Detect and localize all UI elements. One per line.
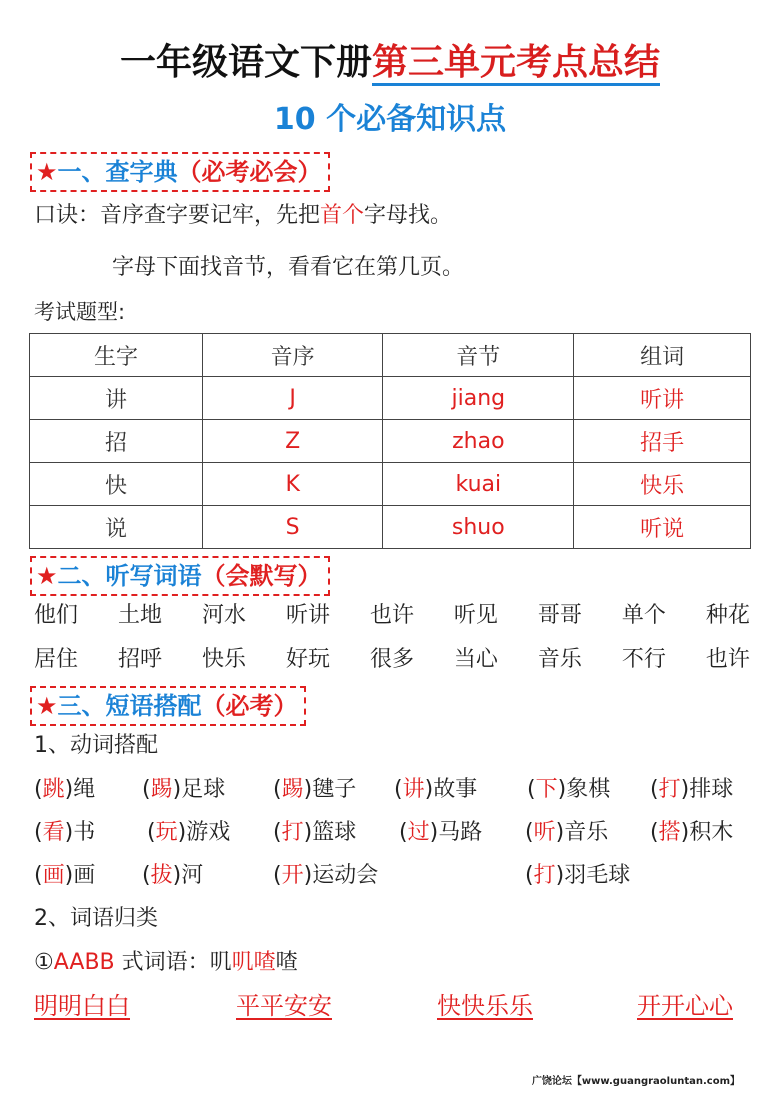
table-cell: 招手 bbox=[574, 420, 751, 463]
phrase-item: (看)书 bbox=[34, 820, 96, 845]
aabb-example-pre: 叽 bbox=[209, 950, 232, 975]
table-cell: shuo bbox=[383, 506, 574, 549]
table-cell: Z bbox=[203, 420, 383, 463]
table-cell: 听说 bbox=[574, 506, 751, 549]
section1-note: （必考必会） bbox=[177, 158, 322, 186]
table-cell: 招 bbox=[30, 420, 203, 463]
koujue-line1-red: 首个 bbox=[320, 203, 365, 228]
table-row bbox=[30, 463, 751, 506]
koujue-line-1 bbox=[34, 200, 452, 232]
dictation-word: 土地 bbox=[117, 603, 162, 628]
table-row bbox=[30, 506, 751, 549]
aabb-example: 开开心心 bbox=[637, 992, 733, 1020]
dictation-word: 快乐 bbox=[201, 647, 246, 672]
section1-name: 一、查字典 bbox=[57, 158, 178, 186]
title-part1: 一年级语文下册 bbox=[119, 42, 372, 83]
page-title bbox=[0, 38, 780, 88]
phrase-item: (打)篮球 bbox=[273, 820, 357, 845]
phrase-item: (开)运动会 bbox=[273, 863, 379, 888]
exam-label: 考试题型: bbox=[34, 300, 126, 324]
table-header: 音序 bbox=[203, 334, 383, 377]
table-row bbox=[30, 377, 751, 420]
aabb-example: 快快乐乐 bbox=[437, 992, 533, 1020]
section3-note: （必考） bbox=[201, 692, 298, 720]
phrase-item: (踢)足球 bbox=[142, 777, 226, 802]
koujue-line-2: 字母下面找音节，看看它在第几页。 bbox=[112, 255, 465, 280]
table-cell: K bbox=[203, 463, 383, 506]
phrase-item: (听)音乐 bbox=[525, 820, 609, 845]
phrase-item: (打)排球 bbox=[650, 777, 734, 802]
aabb-text: 式词语： bbox=[114, 950, 210, 975]
dictation-word: 听见 bbox=[453, 603, 498, 628]
aabb-label: AABB bbox=[53, 950, 115, 975]
word-classification-title: 2、词语归类 bbox=[34, 906, 158, 931]
table-cell: jiang bbox=[383, 377, 574, 420]
table-row bbox=[30, 420, 751, 463]
footer-watermark: 广饶论坛【www.guangraoluntan.com】 bbox=[531, 1076, 740, 1087]
aabb-number: ① bbox=[34, 950, 54, 975]
dictation-word: 招呼 bbox=[117, 647, 162, 672]
aabb-example: 明明白白 bbox=[34, 992, 130, 1020]
section1-heading bbox=[30, 152, 330, 192]
section2-heading bbox=[30, 556, 330, 596]
phrase-item: (跳)绳 bbox=[34, 777, 96, 802]
koujue-line1-post: 字母找。 bbox=[364, 203, 453, 228]
dictation-word: 居住 bbox=[34, 647, 79, 672]
section2-name: 二、听写词语 bbox=[57, 562, 202, 590]
dictation-word: 哥哥 bbox=[537, 603, 582, 628]
star-icon: ★ bbox=[36, 692, 58, 720]
koujue-label: 口诀： bbox=[34, 203, 101, 228]
table-cell: 讲 bbox=[30, 377, 203, 420]
aabb-example-post: 喳 bbox=[275, 950, 298, 975]
phrase-item: (画)画 bbox=[34, 863, 96, 888]
phrase-item: (搭)积木 bbox=[650, 820, 734, 845]
phrase-item: (下)象棋 bbox=[527, 777, 611, 802]
dictation-word: 当心 bbox=[453, 647, 498, 672]
table-header: 音节 bbox=[383, 334, 574, 377]
star-icon: ★ bbox=[36, 562, 58, 590]
dictation-row-2 bbox=[34, 644, 750, 676]
dictation-word: 不行 bbox=[621, 647, 666, 672]
dictation-word: 听讲 bbox=[285, 603, 330, 628]
phrase-item: (打)羽毛球 bbox=[525, 863, 631, 888]
dictation-word: 种花 bbox=[705, 603, 750, 628]
aabb-example: 平平安安 bbox=[236, 992, 332, 1020]
phrase-item: (过)马路 bbox=[399, 820, 483, 845]
phrase-item: (踢)毽子 bbox=[273, 777, 357, 802]
dictionary-table bbox=[29, 333, 751, 549]
dictation-word: 也许 bbox=[705, 647, 750, 672]
table-cell: 快 bbox=[30, 463, 203, 506]
dictation-row-1 bbox=[34, 600, 750, 632]
koujue-line1-pre: 音序查字要记牢，先把 bbox=[100, 203, 321, 228]
dictation-word: 单个 bbox=[621, 603, 666, 628]
dictation-word: 很多 bbox=[369, 647, 414, 672]
section3-name: 三、短语搭配 bbox=[57, 692, 202, 720]
aabb-example-red: 叽喳 bbox=[231, 950, 276, 975]
table-cell: J bbox=[203, 377, 383, 420]
dictation-word: 也许 bbox=[369, 603, 414, 628]
dictation-word: 好玩 bbox=[285, 647, 330, 672]
table-header: 生字 bbox=[30, 334, 203, 377]
page-subtitle: 10 个必备知识点 bbox=[273, 102, 507, 137]
phrase-item: (拔)河 bbox=[142, 863, 204, 888]
title-part2: 第三单元考点总结 bbox=[372, 42, 660, 86]
table-cell: S bbox=[203, 506, 383, 549]
dictation-word: 音乐 bbox=[537, 647, 582, 672]
dictation-word: 河水 bbox=[201, 603, 246, 628]
table-cell: 听讲 bbox=[574, 377, 751, 420]
table-cell: zhao bbox=[383, 420, 574, 463]
verb-collocation-title: 1、动词搭配 bbox=[34, 733, 158, 758]
dictation-word: 他们 bbox=[34, 603, 79, 628]
table-header-row bbox=[30, 334, 751, 377]
section2-note: （会默写） bbox=[201, 562, 322, 590]
star-icon: ★ bbox=[36, 158, 58, 186]
section3-heading bbox=[30, 686, 306, 726]
table-cell: 快乐 bbox=[574, 463, 751, 506]
table-cell: kuai bbox=[383, 463, 574, 506]
aabb-line bbox=[34, 947, 298, 979]
phrase-item: (讲)故事 bbox=[394, 777, 478, 802]
phrase-item: (玩)游戏 bbox=[147, 820, 231, 845]
table-cell: 说 bbox=[30, 506, 203, 549]
table-header: 组词 bbox=[574, 334, 751, 377]
